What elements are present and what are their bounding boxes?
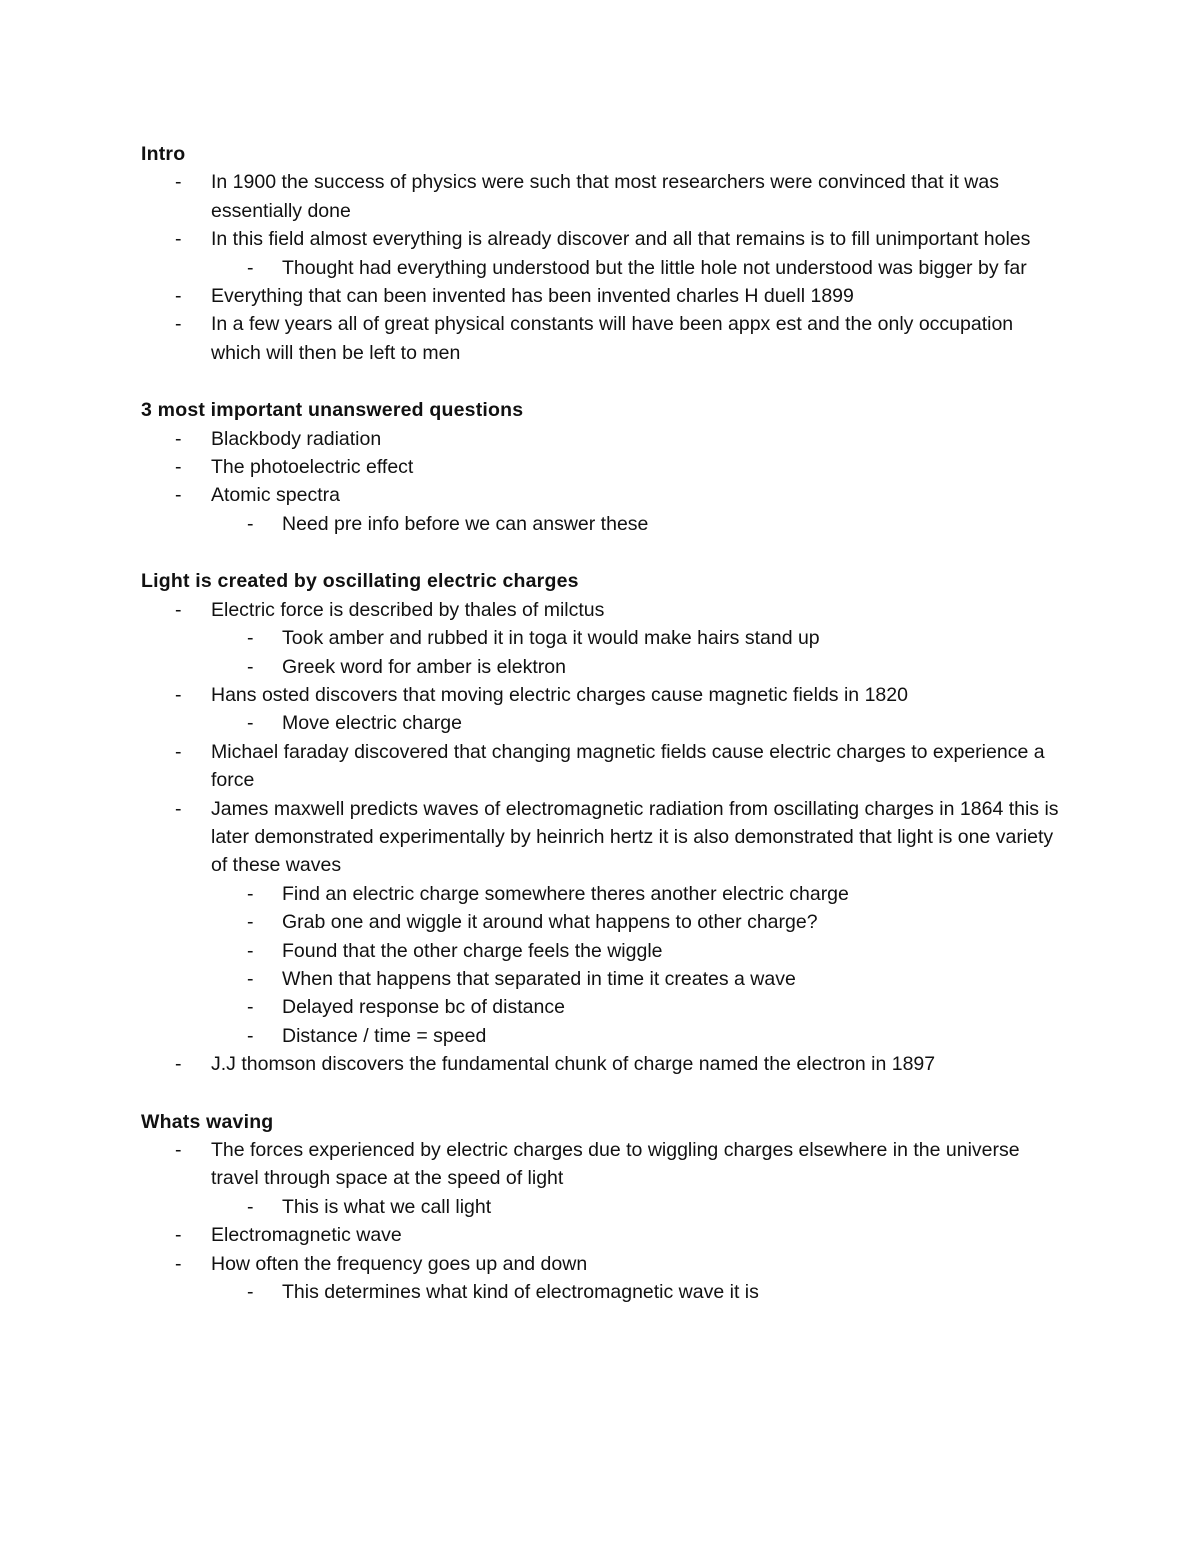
sub-list-item-text: Grab one and wiggle it around what happens to other charge? <box>282 911 818 934</box>
document-body <box>141 140 1061 1335</box>
sub-list-item-text: Move electric charge <box>282 712 462 735</box>
list-item <box>141 481 1061 509</box>
dash-bullet-icon: - <box>175 797 182 820</box>
section-heading: Intro <box>141 143 186 165</box>
section-heading: Whats waving <box>141 1110 274 1133</box>
sub-list-item-text: When that happens that separated in time it creates a wave <box>282 967 796 990</box>
dash-bullet-icon: - <box>247 512 254 535</box>
sub-bullet-list <box>141 1193 1061 1221</box>
sub-bullet-list <box>141 1278 1061 1306</box>
list-item <box>141 596 1061 624</box>
sub-list-item <box>141 254 1061 282</box>
list-item-text: Atomic spectra <box>211 484 340 507</box>
dash-bullet-icon: - <box>175 598 182 621</box>
sub-list-item <box>141 653 1061 681</box>
dash-bullet-icon: - <box>247 939 254 962</box>
list-item-text: How often the frequency goes up and down <box>211 1252 588 1275</box>
dash-bullet-icon: - <box>247 882 254 905</box>
dash-bullet-icon: - <box>247 1024 254 1047</box>
list-item-text: The photoelectric effect <box>211 456 414 479</box>
dash-bullet-icon: - <box>247 911 254 934</box>
sub-list-item-text: This determines what kind of electromagnetic wave it is <box>282 1281 759 1304</box>
section <box>141 396 1061 538</box>
dash-bullet-icon: - <box>247 967 254 990</box>
list-item-text: Electric force is described by thales of milctus <box>211 598 605 621</box>
dash-bullet-icon: - <box>175 456 182 479</box>
dash-bullet-icon: - <box>175 427 182 450</box>
dash-bullet-icon: - <box>175 1139 182 1161</box>
dash-bullet-icon: - <box>175 683 182 706</box>
list-item <box>141 282 1061 310</box>
dash-bullet-icon: - <box>247 627 254 650</box>
list-item-text: Michael faraday discovered that changing magnetic fields cause electric charges to experience a force <box>211 740 1045 792</box>
dash-bullet-icon: - <box>175 484 182 507</box>
sub-list-item-text: Took amber and rubbed it in toga it would make hairs stand up <box>282 627 820 650</box>
list-item-text: Everything that can been invented has been invented charles H duell 1899 <box>211 285 854 308</box>
dash-bullet-icon: - <box>247 655 254 678</box>
sub-list-item <box>141 624 1061 652</box>
sub-list-item-text: Find an electric charge somewhere theres another electric charge <box>282 882 849 905</box>
list-item <box>141 1050 1061 1078</box>
sub-bullet-list <box>141 254 1061 282</box>
list-item-text: James maxwell predicts waves of electromagnetic radiation from oscillating charges in 1864 this is later demonstrated experimentally by heinrich hertz it is also demonstrated that light is one variety of these waves <box>211 797 1059 877</box>
dash-bullet-icon: - <box>175 171 182 194</box>
sub-list-item-text: Delayed response bc of distance <box>282 996 565 1019</box>
list-item <box>141 795 1061 880</box>
sub-list-item-text: Greek word for amber is elektron <box>282 655 566 678</box>
dash-bullet-icon: - <box>247 712 254 735</box>
dash-bullet-icon: - <box>247 996 254 1019</box>
list-item <box>141 681 1061 709</box>
list-item <box>141 425 1061 453</box>
list-item <box>141 1250 1061 1278</box>
list-item-text: The forces experienced by electric charges due to wiggling charges elsewhere in the universe travel through space at the speed of light <box>211 1139 1020 1190</box>
sub-bullet-list <box>141 510 1061 538</box>
list-item-text: In 1900 the success of physics were such that most researchers were convinced that it was essentially done <box>211 171 999 222</box>
list-item <box>141 738 1061 795</box>
sub-list-item-text: Found that the other charge feels the wiggle <box>282 939 663 962</box>
sub-list-item-text: Distance / time = speed <box>282 1024 487 1047</box>
sub-list-item <box>141 1193 1061 1221</box>
sub-bullet-list <box>141 880 1061 1050</box>
sub-list-item <box>141 908 1061 936</box>
list-item-text: Electromagnetic wave <box>211 1224 402 1247</box>
sub-list-item-text: This is what we call light <box>282 1195 492 1218</box>
dash-bullet-icon: - <box>247 1281 254 1304</box>
bullet-list <box>141 168 1061 367</box>
sub-bullet-list <box>141 709 1061 737</box>
sub-list-item <box>141 709 1061 737</box>
list-item-text: Hans osted discovers that moving electric charges cause magnetic fields in 1820 <box>211 683 908 706</box>
list-item-text: J.J thomson discovers the fundamental chunk of charge named the electron in 1897 <box>211 1053 936 1076</box>
dash-bullet-icon: - <box>175 1053 182 1076</box>
list-item <box>141 225 1061 253</box>
bullet-list <box>141 425 1061 539</box>
dash-bullet-icon: - <box>175 1252 182 1275</box>
sub-list-item <box>141 937 1061 965</box>
sub-list-item-text: Need pre info before we can answer these <box>282 512 649 535</box>
dash-bullet-icon: - <box>175 313 182 336</box>
bullet-list <box>141 1136 1061 1306</box>
dash-bullet-icon: - <box>175 228 182 251</box>
section-heading: Light is created by oscillating electric charges <box>141 570 579 593</box>
sub-list-item <box>141 1022 1061 1050</box>
section <box>141 567 1061 1078</box>
section-heading: 3 most important unanswered questions <box>141 399 524 422</box>
sub-bullet-list <box>141 624 1061 681</box>
sub-list-item <box>141 510 1061 538</box>
list-item-text: In a few years all of great physical constants will have been appx est and the only occupation which will then be left to men <box>211 313 1014 364</box>
list-item-text: In this field almost everything is already discover and all that remains is to fill unimportant holes <box>211 228 1031 251</box>
list-item <box>141 168 1061 225</box>
sub-list-item <box>141 1278 1061 1306</box>
dash-bullet-icon: - <box>175 285 182 308</box>
list-item <box>141 453 1061 481</box>
sub-list-item <box>141 880 1061 908</box>
sub-list-item <box>141 993 1061 1021</box>
dash-bullet-icon: - <box>247 1195 254 1218</box>
section <box>141 1108 1061 1307</box>
list-item <box>141 1221 1061 1249</box>
list-item-text: Blackbody radiation <box>211 427 382 450</box>
sub-list-item <box>141 965 1061 993</box>
list-item <box>141 310 1061 367</box>
dash-bullet-icon: - <box>175 1224 182 1247</box>
section <box>141 140 1061 367</box>
dash-bullet-icon: - <box>247 256 254 279</box>
sub-list-item-text: Thought had everything understood but the little hole not understood was bigger by far <box>282 256 1027 279</box>
list-item <box>141 1136 1061 1193</box>
dash-bullet-icon: - <box>175 740 182 763</box>
bullet-list <box>141 596 1061 1079</box>
